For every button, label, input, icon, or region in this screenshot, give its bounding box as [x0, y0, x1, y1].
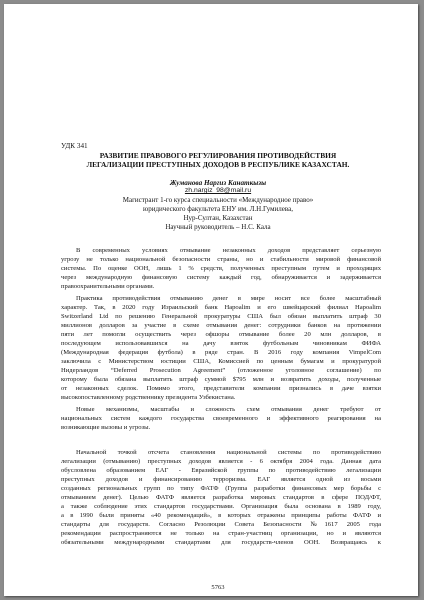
body-line: созданных региональных групп по типу ФАТФ (Группа разработки финансовых мер борьбы с [61, 485, 381, 492]
body-line: через международную финансовую систему каждый год, обнаруживается и задерживается [61, 274, 381, 281]
affiliation-line-3: Нур-Султан, Казахстан [183, 214, 253, 222]
body-line: а также соблюдение этих стандартов государствами. Организация была основана в 1989 году, [61, 503, 381, 510]
body-line: Практика противодействия отмыванию денег в мире носит все более масштабный [76, 295, 381, 302]
udk-code: УДК 341 [61, 142, 88, 150]
body-line: легализации (отмыванию) преступных доходов является - 6 октября 2004 года. Данная дата [61, 458, 381, 465]
page-number: 5763 [211, 584, 225, 591]
body-line: Switzerland Ltd по решению Генеральной прокуратуры США был обязан выплатить штраф 30 [61, 313, 381, 320]
body-line: миллионов долларов за участие в схеме отмывания денег: сотрудники банков на протяжении [61, 322, 381, 329]
body-line: заключила с Министерством юстиции США, Комиссией по ценным бумагам и прокуратурой [61, 358, 381, 365]
body-line: правоохранительными органами. [61, 283, 155, 290]
body-line: рекомендации распространяются не только на стран-участниц организации, но и являются [61, 530, 381, 537]
body-line: В современных условиях отмывание незаконных доходов представляет серьезную [76, 247, 381, 254]
body-line: которому была обязана выплатить штраф суммой $795 млн и возвратить доходы, полученные [61, 376, 381, 383]
body-line: обязательными международными стандартами для государств-членов ООН. Возвращаясь к [61, 539, 381, 546]
body-line: (Международная федерация футбола) в ряде стран. В 2016 году компания VimpelCom [61, 349, 381, 356]
body-line: характер. Так, в 2020 году Израильский банк Hapoalim и его швейцарский филиал Hapoalim [61, 304, 381, 311]
body-line: системы. По оценке ООН, лишь 1 % средств, полученных преступным путем и проходящих [61, 265, 381, 272]
body-line: пяти лет помогли осуществить через офшоры отмывание более 20 млн долларов, в [61, 331, 381, 338]
body-line: угрозу не только национальной безопасности страны, но и стабильности мировой финансовой [61, 256, 381, 263]
body-line: преступных доходов и финансированию терроризма. ЕАГ является одной из восьми [61, 476, 381, 483]
supervisor: Научный руководитель – Н.С. Кала [165, 223, 271, 231]
body-line: возникающие вызовы и угрозы. [61, 424, 151, 431]
body-line: обусловлена образованием ЕАГ - Евразийской группы по противодействию легализации [61, 467, 381, 474]
title-line-1: РАЗВИТИЕ ПРАВОВОГО РЕГУЛИРОВАНИЯ ПРОТИВОДЕЙСТВИЯ [99, 151, 337, 160]
author-email-link[interactable]: zh.nargiz_98@mail.ru [184, 187, 252, 194]
body-line: Начальной точкой отсчета становления национальной системы по противодействию [76, 449, 381, 456]
body-line: Нидерландов “Deferred Prosecution Agreement” (отложенное уголовное соглашение) по [61, 367, 381, 374]
body-line: стандарты для государств. Согласно Резолюции Совета Безопасности №1617 2005 года [61, 521, 381, 528]
body-line: а в 1990 были приняты «40 рекомендаций», в которых отражены принципы работы ФАТФ и [61, 512, 381, 519]
body-line: высокопоставленному родственнику президента Узбекистана. [61, 394, 236, 401]
body-line: Новые механизмы, масштабы и сложность схем отмывания денег требуют от [76, 406, 381, 413]
author-name: Жуманова Наргиз Канаткызы [169, 179, 267, 187]
body-line: национальных систем каждого государства своевременного и эффективного реагирования на [61, 415, 381, 422]
body-line: отмыванием денег). Целью ФАТФ является разработка мировых стандартов в сфере ПОД/ФТ, [61, 494, 381, 501]
body-line: последующем использовавшихся на дачу взяток футбольным чиновникам ФИФА [61, 340, 381, 347]
document-page [4, 4, 418, 596]
affiliation-line-2: юридического факультета ЕНУ им. Л.Н.Гумилева, [143, 205, 293, 213]
affiliation-line-1: Магистрант 1-го курса специальности «Международное право» [122, 196, 314, 204]
body-line: от незаконных сделок. Помимо этого, представители компании признались в даче взятки [61, 385, 381, 392]
title-line-2: ЛЕГАЛИЗАЦИИ ПРЕСТУПНЫХ ДОХОДОВ В РЕСПУБЛИКЕ КАЗАХСТАН. [86, 160, 350, 169]
